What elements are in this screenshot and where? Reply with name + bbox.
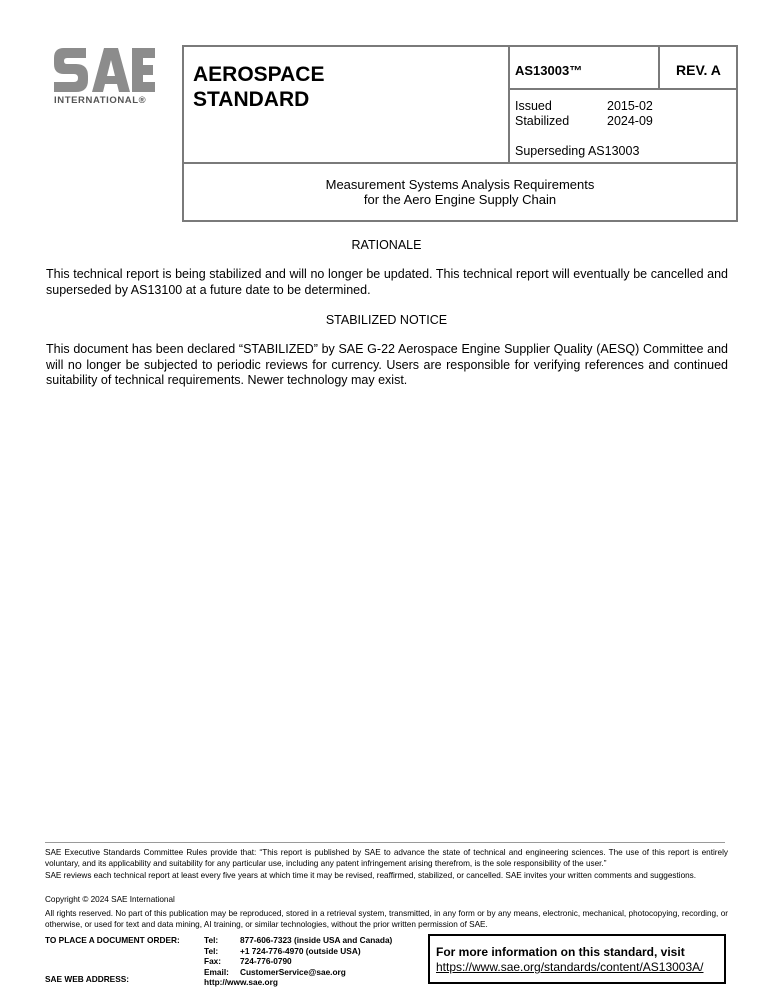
title-line: Measurement Systems Analysis Requirements — [325, 177, 595, 192]
title-line: for the Aero Engine Supply Chain — [363, 192, 557, 207]
copyright-text: Copyright © 2024 SAE International — [45, 895, 175, 904]
committee-rules-text: SAE Executive Standards Committee Rules provide that: “This report is published by SAE to advance the state of technical and engineering sciences. The use of this report is entirely voluntary, and its applicability and suitability for any particular use, including any patent infringement arising therefrom, is the sole responsibility of the user.” — [45, 848, 728, 868]
web-address-label: SAE WEB ADDRESS: — [45, 974, 130, 984]
phone-outside-usa: +1 724-776-4970 (outside USA) — [240, 945, 361, 956]
web-address-link[interactable]: http://www.sae.org — [204, 977, 278, 988]
table-divider — [658, 47, 660, 89]
rights-text: All rights reserved. No part of this publication may be reproduced, stored in a retrieval system, transmitted, in any form or by any means, electronic, mechanical, photocopying, recording, or otherwise, or used for text and data mining, AI training, or similar technologies, without the prior written permission of SAE. — [45, 909, 728, 929]
order-label: TO PLACE A DOCUMENT ORDER: — [45, 935, 180, 945]
contact-key: Tel: — [204, 945, 219, 956]
more-info-heading: For more information on this standard, visit — [436, 945, 685, 959]
document-title — [184, 177, 736, 207]
date-block — [515, 99, 653, 129]
table-divider — [184, 162, 736, 164]
standard-url-link[interactable]: https://www.sae.org/standards/content/AS13003A/ — [436, 960, 704, 974]
review-policy-text: SAE reviews each technical report at least every five years at which time it may be revised, reaffirmed, stabilized, or cancelled. SAE invites your written comments and suggestions. — [45, 871, 697, 880]
logo-tagline: INTERNATIONAL® — [54, 95, 147, 106]
table-divider — [508, 88, 738, 90]
footer-divider — [45, 842, 725, 843]
superseding-text: Superseding AS13003 — [515, 144, 640, 158]
issued-label: Issued — [515, 99, 552, 113]
stabilized-label: Stabilized — [515, 114, 570, 128]
issued-value: 2015-02 — [607, 99, 653, 113]
document-number: AS13003™ — [515, 63, 583, 78]
email-link[interactable]: CustomerService@sae.org — [240, 966, 346, 977]
stabilized-notice-paragraph: This document has been declared “STABILIZED” by SAE G-22 Aerospace Engine Supplier Quality (AESQ) Committee and will no longer be subjected to periodic reviews for currency. Users are responsible for verifying references and continued suitability of technical requirements. Newer technology may exist. — [46, 342, 728, 387]
revision-label: REV. A — [676, 62, 721, 78]
standard-type-line: STANDARD — [193, 88, 310, 111]
rationale-paragraph: This technical report is being stabilized and will no longer be updated. This technical report will eventually be cancelled and superseded by AS13100 at a future date to be determined. — [46, 267, 728, 297]
more-info-box — [428, 934, 726, 984]
contact-key: Email: — [204, 966, 229, 977]
contact-key: Tel: — [204, 935, 219, 945]
contact-key: Fax: — [204, 956, 222, 967]
standard-type — [193, 62, 493, 112]
standard-type-line: AEROSPACE — [193, 63, 325, 86]
stabilized-notice-heading: STABILIZED NOTICE — [325, 313, 448, 327]
table-divider — [508, 47, 510, 163]
rationale-heading: RATIONALE — [351, 238, 422, 252]
stabilized-value: 2024-09 — [607, 114, 653, 128]
contact-list — [204, 935, 392, 988]
phone-inside-usa: 877-606-7323 (inside USA and Canada) — [240, 935, 393, 945]
fax-number: 724-776-0790 — [240, 956, 292, 967]
